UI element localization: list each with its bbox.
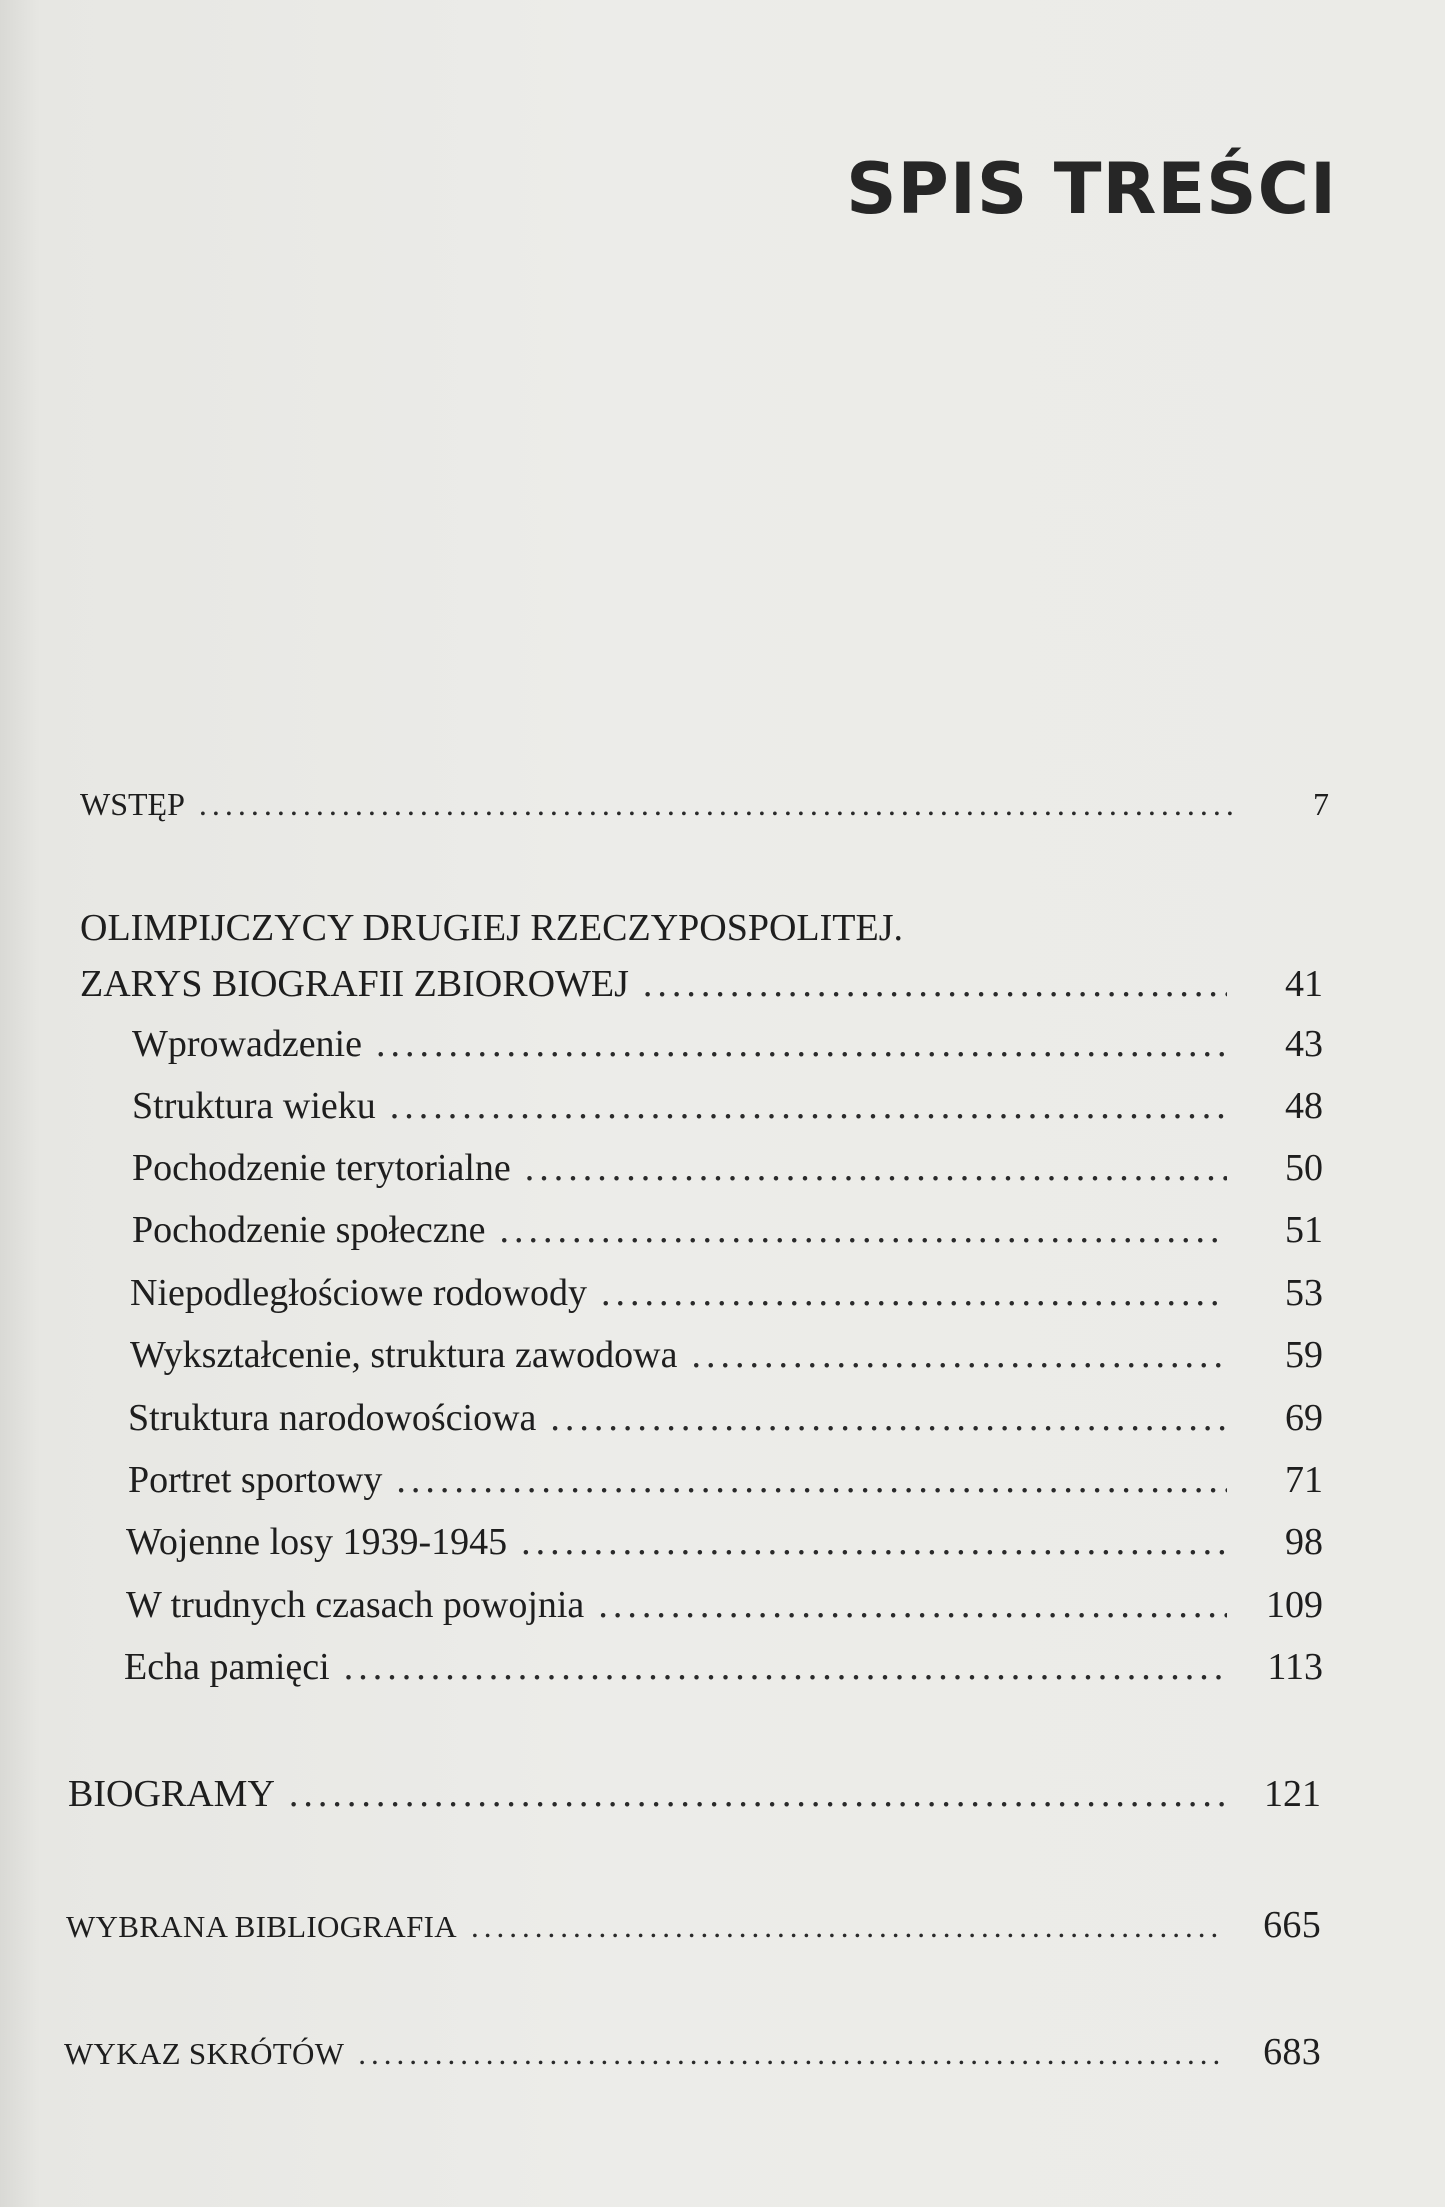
toc-entry-page: 41: [1285, 963, 1323, 1005]
leader-dots: [499, 1208, 1227, 1252]
toc-entry-label: Struktura narodowościowa: [128, 1397, 537, 1439]
toc-entry-label: Wykształcenie, struktura zawodowa: [130, 1334, 678, 1376]
toc-entry-label: Portret sportowy: [128, 1459, 383, 1501]
toc-entry-label: Wprowadzenie: [132, 1023, 362, 1065]
toc-subentry: [132, 1208, 1323, 1252]
toc-entry-page: 98: [1285, 1521, 1323, 1563]
leader-dots: [525, 1146, 1227, 1190]
toc-entry-page: 53: [1285, 1272, 1323, 1314]
toc-entry-label: WYKAZ SKRÓTÓW: [64, 2036, 345, 2071]
leader-dots: [521, 1520, 1227, 1564]
toc-entry-label: Wojenne losy 1939-1945: [126, 1521, 508, 1563]
toc-entry-label: W trudnych czasach powojnia: [126, 1584, 585, 1626]
page-title: SPIS TREŚCI: [846, 148, 1337, 230]
toc-entry-page: 7: [1313, 786, 1329, 822]
toc-subentry: [126, 1583, 1323, 1627]
leader-dots: [550, 1396, 1227, 1440]
toc-entry-bibliografia: [66, 1903, 1321, 1947]
toc-entry-page: 683: [1263, 2031, 1321, 2073]
leader-dots: [643, 962, 1227, 1006]
toc-entry-olimp: [80, 962, 1323, 1006]
leader-dots: [358, 2036, 1225, 2072]
toc-entry-page: 59: [1285, 1334, 1323, 1376]
leader-dots: [396, 1458, 1227, 1502]
toc-entry-wstep: [80, 786, 1329, 823]
toc-entry-page: 71: [1285, 1459, 1323, 1501]
toc-entry-olimp-line1: OLIMPIJCZYCY DRUGIEJ RZECZYPOSPOLITEJ.: [80, 907, 904, 949]
toc-entry-page: 665: [1263, 1904, 1321, 1946]
leader-dots: [598, 1583, 1227, 1627]
toc-entry-label: ZARYS BIOGRAFII ZBIOROWEJ: [80, 963, 629, 1005]
toc-subentry: [132, 1146, 1323, 1190]
toc-entry-page: 43: [1285, 1023, 1323, 1065]
leader-dots: [390, 1084, 1227, 1128]
toc-subentry: [132, 1084, 1323, 1128]
leader-dots: [289, 1772, 1225, 1816]
leader-dots: [601, 1271, 1227, 1315]
toc-entry-page: 121: [1264, 1773, 1321, 1815]
toc-subentry: [130, 1271, 1323, 1315]
leader-dots: [471, 1909, 1225, 1945]
toc-entry-label: Echa pamięci: [124, 1646, 330, 1688]
toc-subentry: [128, 1396, 1323, 1440]
toc-entry-label: BIOGRAMY: [68, 1773, 275, 1815]
toc-subentry: [124, 1645, 1323, 1689]
toc-entry-label: WSTĘP: [80, 786, 185, 822]
toc-subentry: [132, 1022, 1323, 1066]
toc-subentry: [128, 1458, 1323, 1502]
toc-entry-label: Pochodzenie społeczne: [132, 1209, 486, 1251]
leader-dots: [344, 1645, 1227, 1689]
toc-entry-page: 113: [1267, 1646, 1323, 1688]
toc-subentry: [130, 1333, 1323, 1377]
toc-entry-page: 109: [1266, 1584, 1323, 1626]
toc-entry-label: Niepodległościowe rodowody: [130, 1272, 587, 1314]
toc-entry-page: 48: [1285, 1085, 1323, 1127]
leader-dots: [376, 1022, 1227, 1066]
toc-entry-label: Pochodzenie terytorialne: [132, 1147, 511, 1189]
leader-dots: [691, 1333, 1227, 1377]
toc-entry-page: 50: [1285, 1147, 1323, 1189]
toc-entry-page: 69: [1285, 1397, 1323, 1439]
toc-subentry: [126, 1520, 1323, 1564]
toc-entry-label: WYBRANA BIBLIOGRAFIA: [66, 1909, 457, 1944]
leader-dots: [199, 786, 1233, 823]
toc-entry-biogramy: [68, 1772, 1321, 1816]
toc-entry-page: 51: [1285, 1209, 1323, 1251]
toc-entry-skroty: [64, 2030, 1321, 2074]
toc-entry-label: Struktura wieku: [132, 1085, 376, 1127]
